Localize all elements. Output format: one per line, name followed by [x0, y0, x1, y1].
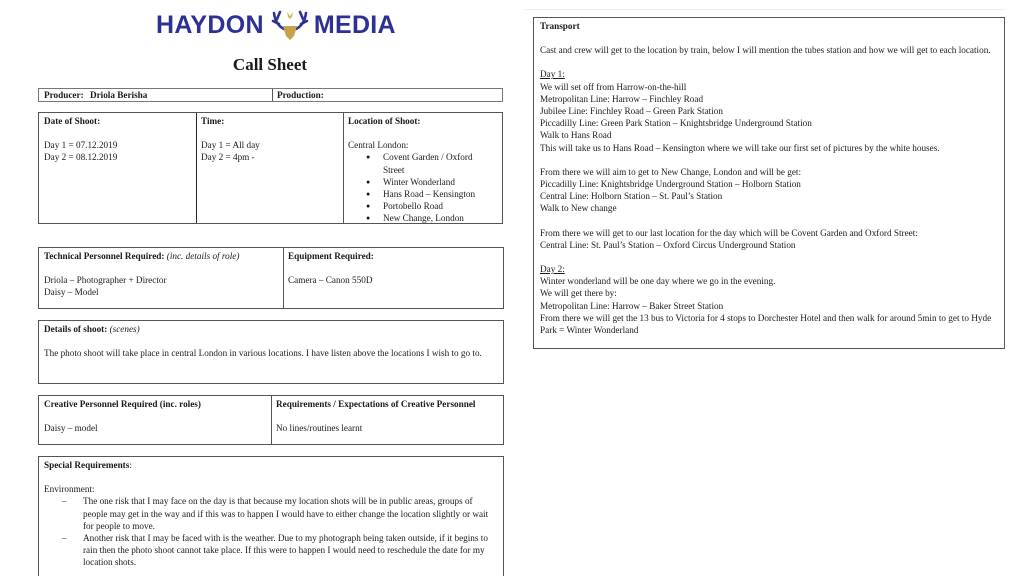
day2-heading: Day 2: [540, 264, 565, 275]
special-section: Environment: [44, 484, 95, 495]
details-label: Details of shoot: [44, 324, 108, 334]
special-item: – The one risk that I may face on the day is that because my location shots will be in public areas, groups of people may get in the way and if this was to happen I would have to either change the location slightly or wait for people to move. [62, 495, 498, 532]
producer-cell [39, 89, 272, 101]
special-header [44, 459, 498, 471]
day1-line: We will set off from Harrow-on-the-hill [540, 81, 687, 92]
day1-line: Piccadilly Line: Green Park Station – Knightsbridge Underground Station [540, 118, 812, 129]
producer-table [38, 88, 503, 102]
day1-line: From there we will get to our last location for the day which will be Covent Garden and Oxford Street: [540, 227, 918, 238]
shoot-table [38, 112, 503, 224]
technical-table [38, 247, 504, 309]
details-cell [39, 321, 503, 383]
day1-line: Walk to New change [540, 203, 617, 214]
creative-cell [39, 396, 271, 444]
page-divider [525, 9, 1005, 10]
day1-line: Central Line: St. Paul’s Station – Oxford Circus Underground Station [540, 239, 796, 250]
location-item: ● Winter Wonderland [366, 176, 497, 188]
transport-cell [534, 18, 1004, 348]
equipment-line: Camera – Canon 550D [288, 275, 373, 286]
day2-line: Metropolitan Line: Harrow – Baker Street Station [540, 300, 724, 311]
technical-header [44, 250, 278, 262]
location-cell [343, 113, 502, 223]
equipment-label: Equipment Required: [288, 251, 374, 261]
stag-head-icon [270, 9, 310, 41]
creative-table [38, 395, 504, 445]
location-item: ● Hans Road – Kensington [366, 188, 497, 200]
brand-word-right: MEDIA [313, 10, 396, 39]
day1-line: This will take us to Hans Road – Kensington where we will take our first set of pictures by the white houses. [540, 142, 940, 153]
technical-cell [39, 248, 283, 308]
time-label: Time: [201, 116, 225, 126]
date-line: Day 1 = 07.12.2019 [44, 140, 118, 151]
location-item: ● Covent Garden / Oxford Street [366, 151, 486, 175]
details-note: (scenes) [109, 324, 140, 334]
production-label: Production: [277, 90, 324, 100]
location-label: Location of Shoot: [348, 116, 421, 126]
details-text: The photo shoot will take place in central London in various locations. I have listen above the locations I wish to go to. [44, 348, 482, 359]
day1-line: Central Line: Holborn Station – St. Paul’s Station [540, 191, 723, 202]
producer-value: Driola Berisha [89, 90, 148, 100]
date-line: Day 2 = 08.12.2019 [44, 152, 118, 163]
technical-label: Technical Personnel Required: [44, 251, 165, 261]
time-cell [196, 113, 343, 223]
producer-label: Producer: [44, 90, 84, 100]
special-cell [39, 457, 503, 576]
location-list [348, 151, 497, 224]
location-intro: Central London: [348, 140, 409, 151]
day1-line: Metropolitan Line: Harrow – Finchley Road [540, 93, 704, 104]
time-line: Day 2 = 4pm - [201, 152, 255, 163]
day2-line: Winter wonderland will be one day where we go in the evening. [540, 276, 776, 287]
transport-intro: Cast and crew will get to the location by train, below I will mention the tubes station and how we will get to each location. [540, 45, 991, 56]
equipment-cell [283, 248, 503, 308]
special-list [44, 495, 498, 568]
creative-value: Daisy – model [44, 423, 98, 434]
transport-table [533, 17, 1005, 349]
day1-heading: Day 1: [540, 69, 565, 80]
special-label: Special Requirements [44, 460, 130, 470]
technical-line: Driola – Photographer + Director [44, 275, 167, 286]
requirements-cell [271, 396, 503, 444]
transport-label: Transport [540, 21, 580, 31]
time-line: Day 1 = All day [201, 140, 260, 151]
technical-line: Daisy – Model [44, 287, 99, 298]
requirements-value: No lines/routines learnt [276, 423, 363, 434]
special-colon: : [129, 460, 132, 470]
brand-word-left: HAYDON [156, 10, 264, 39]
day2-line: From there we will get the 13 bus to Victoria for 4 stops to Dorchester Hotel and then walk for around 5min to get to Hyde Park = Winter Wonderland [540, 312, 992, 336]
technical-note: (inc. details of role) [166, 251, 240, 261]
creative-label: Creative Personnel Required (inc. roles) [44, 399, 201, 409]
day2-line: We will get there by: [540, 288, 617, 299]
requirements-label: Requirements / Expectations of Creative Personnel [276, 399, 476, 409]
production-cell [272, 89, 502, 101]
day1-line: Jubilee Line: Finchley Road – Green Park Station [540, 106, 723, 117]
special-item: – Another risk that I may be faced with is the weather. Due to my photograph being taken outside, if it begins to rain then the photo shoot cannot take place. If this were to happen I would need to reschedule the date for my location shots. [62, 532, 498, 569]
date-cell [39, 113, 196, 223]
location-item: ● Portobello Road [366, 200, 497, 212]
page-title: Call Sheet [232, 55, 308, 74]
day1-line: Piccadilly Line: Knightsbridge Underground Station – Holborn Station [540, 179, 801, 190]
details-table [38, 320, 504, 384]
date-label: Date of Shoot: [44, 116, 101, 126]
brand-logo [156, 9, 396, 41]
day1-line: From there we will aim to get to New Change, London and will be get: [540, 166, 802, 177]
location-item: ● New Change, London [366, 212, 497, 224]
details-header [44, 323, 498, 335]
day1-line: Walk to Hans Road [540, 130, 612, 141]
special-table [38, 456, 504, 576]
